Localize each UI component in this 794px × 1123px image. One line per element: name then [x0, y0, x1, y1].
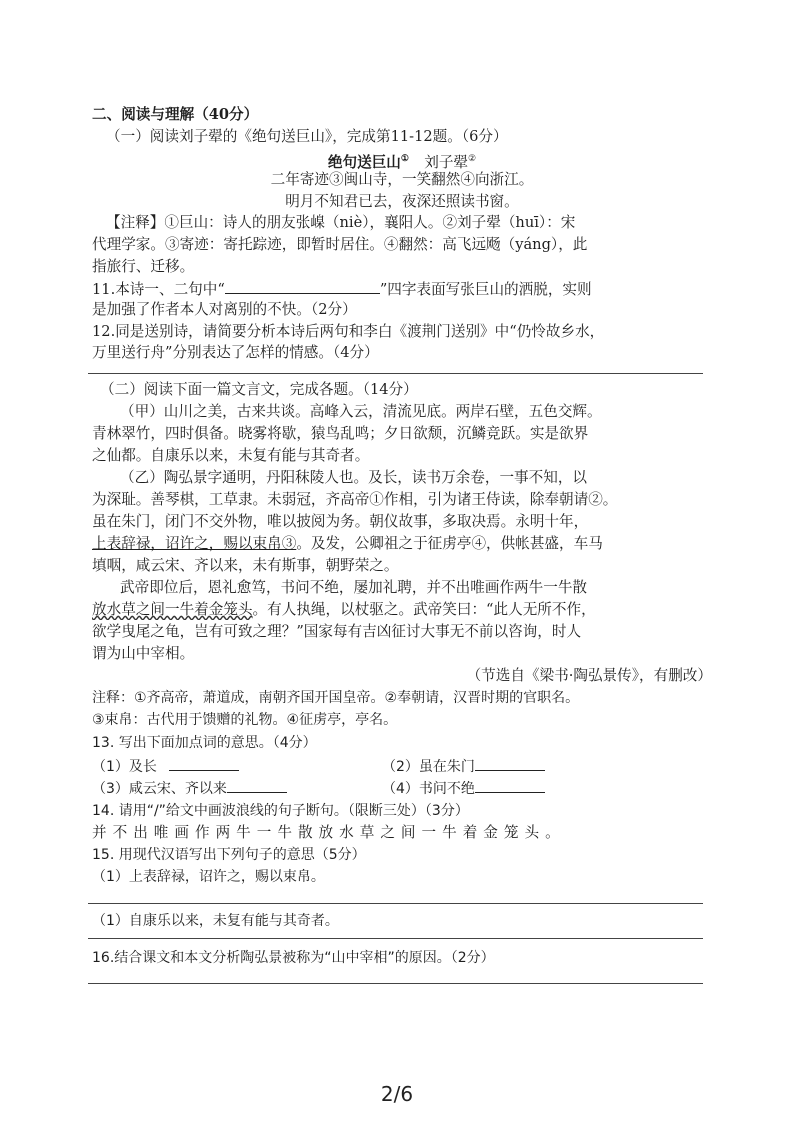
passage-yi-line-3: 虽在朱门，闭门不交外物，唯以披阅为务。朝仪故事，多取决焉。永明十年， — [92, 513, 589, 530]
answer-line-q12[interactable] — [88, 373, 703, 374]
passage-yi-line-7-rest: 。有人执绳，以杖驱之。武帝笑曰：“此人无所不作， — [252, 601, 596, 618]
q13-item-2: （2）虽在朱门 — [382, 759, 475, 775]
q11-text-b: ”四字表面写张巨山的洒脱，实则 — [379, 281, 592, 298]
poem-note-3: 指旅行、迁移。 — [92, 258, 195, 275]
answer-line-q16[interactable] — [88, 983, 703, 984]
poem-note-2: 代理学家。③寄迹：寄托踪迹，即暂时居住。④翻然：高飞远飏（yáng），此 — [92, 236, 588, 253]
passage-yi-line-7 — [92, 600, 712, 620]
poem-author: 刘子翚 — [424, 153, 469, 171]
section-title: 二、阅读与理解（40分） — [92, 106, 259, 123]
part1-intro: （一）阅读刘子翚的《绝句送巨山》，完成第11-12题。（6分） — [106, 128, 508, 145]
passage-note-1: 注释：①齐高帝，萧道成，南朝齐国开国皇帝。②奉朝请，汉晋时期的官职名。 — [92, 690, 580, 706]
passage-jia-line-2: 青林翠竹，四时俱备。晓雾将歇，猿鸟乱鸣；夕日欲颓，沉鳞竞跃。实是欲界 — [92, 425, 589, 442]
q13-blank-1[interactable] — [169, 756, 239, 771]
poem-line-2: 明月不知君已去，夜深还照读书窗。 — [285, 193, 519, 210]
q13-item-4: （4）书问不绝 — [382, 781, 475, 797]
passage-jia-line-1: （甲）山川之美，古来共谈。高峰入云，清流见底。两岸石壁，五色交辉。 — [120, 403, 602, 420]
q13-item-4-wrap — [382, 778, 545, 799]
answer-line-q15-2[interactable] — [88, 938, 703, 939]
answer-line-q15-1[interactable] — [88, 903, 703, 904]
q11-text-a: 11.本诗一、二句中“ — [92, 281, 225, 298]
passage-yi-line-6: 武帝即位后，恩礼愈笃，书问不绝，屡加礼聘，并不出唯画作两牛一牛散 — [120, 579, 588, 596]
passage-yi-line-5: 填咽，咸云宋、齐以来，未有斯事，朝野荣之。 — [92, 557, 399, 574]
question-15-item-1: （1）上表辞禄，诏许之，赐以束帛。 — [92, 869, 325, 885]
passage-note-2: ③束帛：古代用于馈赠的礼物。④征虏亭，亭名。 — [92, 712, 398, 728]
question-16: 16.结合课文和本文分析陶弘景被称为“山中宰相”的原因。（2分） — [92, 950, 495, 966]
question-12-line-2: 万里送行舟”分别表达了怎样的情感。（4分） — [92, 344, 379, 361]
passage-yi-line-4-rest: 。及发，公卿祖之于征虏亭④，供帐甚盛，车马 — [296, 535, 603, 552]
question-11-line-2: 是加强了作者本人对离别的不快。（2分） — [92, 301, 357, 318]
underlined-sentence: 上表辞禄，诏许之，赐以束帛③ — [92, 535, 297, 552]
passage-yi-line-8: 欲学曳尾之龟，岂有可致之理？”国家每有吉凶征讨大事无不前以咨询，时人 — [92, 623, 582, 640]
q13-item-2-wrap — [382, 756, 545, 777]
passage-jia-line-3: 之仙都。自康乐以来，未复有能与其奇者。 — [92, 447, 370, 464]
q13-blank-3[interactable] — [227, 778, 287, 793]
poem-title-mark: ① — [400, 154, 409, 164]
poem-title: 绝句送巨山 — [327, 153, 401, 171]
part2-intro: （二）阅读下面一篇文言文，完成各题。（14分） — [100, 381, 418, 398]
q11-answer-blank[interactable] — [225, 279, 380, 294]
passage-yi-line-4 — [92, 534, 712, 554]
passage-source: （节选自《梁书·陶弘景传》，有删改） — [466, 667, 712, 684]
q13-item-1: （1）及长 — [92, 759, 157, 775]
passage-yi-line-1: （乙）陶弘景字通明，丹阳秣陵人也。及长，读书万余卷，一事不知，以 — [120, 469, 588, 486]
question-14: 14. 请用“/”给文中画波浪线的句子断句。（限断三处）（3分） — [92, 803, 469, 819]
poem-line-1: 二年寄迹③闽山寺，一笑翻然④向浙江。 — [270, 171, 534, 188]
q13-blank-4[interactable] — [475, 778, 545, 793]
q13-blank-2[interactable] — [475, 756, 545, 771]
question-12-line-1: 12.同是送别诗，请简要分析本诗后两句和李白《渡荆门送别》中“仍怜故乡水， — [92, 323, 605, 340]
question-13-row-2 — [92, 778, 712, 799]
poem-note-1: 【注释】①巨山：诗人的朋友张嵲（niè），襄阳人。②刘子翚（huī）：宋 — [106, 214, 576, 231]
passage-yi-line-2: 为深耻。善琴棋，工草隶。未弱冠，齐高帝①作相，引为诸王侍读，除奉朝请②。 — [92, 491, 618, 508]
question-15-item-2: （1）自康乐以来，未复有能与其奇者。 — [92, 913, 339, 929]
poem-author-mark: ② — [468, 154, 477, 164]
question-15: 15. 用现代汉语写出下列句子的意思（5分） — [92, 847, 366, 863]
question-14-sentence[interactable]: 并不出唯画作两牛一牛散放水草之间一牛着金笼头。 — [92, 824, 566, 841]
page-number: 2/6 — [380, 1082, 414, 1106]
question-13-row-1 — [92, 756, 712, 777]
question-13: 13. 写出下面加点词的意思。（4分） — [92, 735, 317, 751]
passage-yi-line-9: 谓为山中宰相。 — [92, 645, 195, 662]
question-11-line-1 — [92, 279, 712, 300]
wavy-sentence: 放水草之间一牛着金笼头 — [92, 601, 253, 618]
q13-item-3: （3）咸云宋、齐以来 — [92, 781, 227, 797]
